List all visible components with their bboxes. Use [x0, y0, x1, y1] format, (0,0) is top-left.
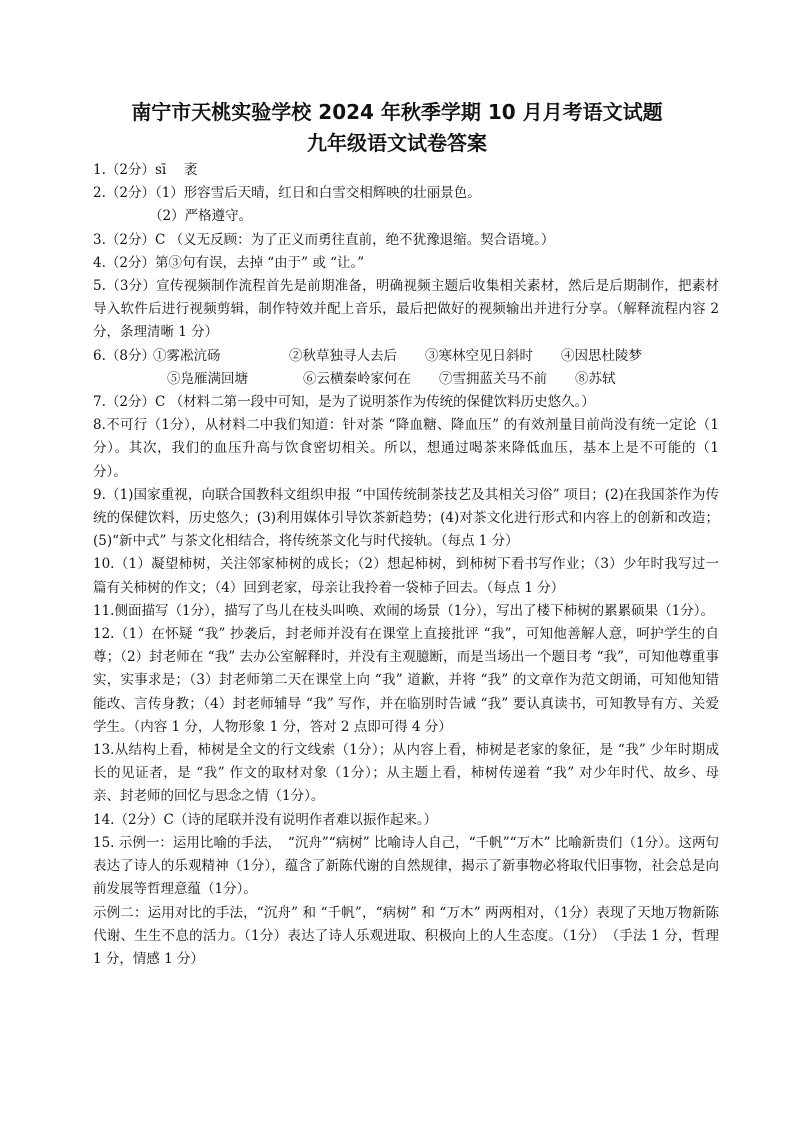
answer-q5: 5.（3分）宣传视频制作流程首先是前期准备，明确视频主题后收集相关素材，然后是后期制作，把素材导入软件后进行视频剪辑，制作特效并配上音乐，最后把做好的视频输出并进行分享。（解释流程内容 2 分，条理清晰 1 分） — [93, 278, 719, 341]
poem-line-item: ②秋草独寻人去后 — [289, 347, 397, 364]
poem-line-item: ⑦雪拥蓝关马不前 — [439, 370, 547, 387]
answer-q15-example2: 示例二：运用对比的手法，“沉舟” 和 “千帆”，“病树” 和 “万木” 两两相对，（1分）表现了天地万物新陈代谢、生生不息的活力。（1分）表达了诗人乐观进取、积极向上的人生态度。（1分） （手法 1 分，哲理 1 分，情感 1 分） — [93, 904, 719, 967]
answer-list — [93, 159, 719, 971]
answer-q7: 7.（2分）C （材料二第一段中可知，是为了说明茶作为传统的保健饮料历史悠久。） — [93, 394, 595, 411]
answer-q6 — [93, 345, 719, 391]
poem-line-item: ⑤凫雁满回塘 — [167, 370, 248, 387]
answer-q1: 1.（2分）sī 袤 — [93, 162, 198, 178]
poem-line-item: ①雾凇沆砀 — [153, 347, 221, 364]
answer-q12: 12.（1）在怀疑 “我” 抄袭后，封老师并没有在课堂上直接批评 “我”，可知他善解人意，呵护学生的自尊；（2）封老师在 “我” 去办公室解释时，并没有主观臆断，而是当场出一个题目考 “我”，可知他尊重事实，实事求是；（3）封老师第二天在课堂上向 “我” 道歉，并将 “我” 的文章作为范文朗诵，可知他知错能改、言传身教；（4）封老师辅导 “我” 写作，并在临别时告诫 “我” 要认真读书，可知教导有方、关爱学生。（内容 1 分，人物形象 1 分，答对 2 点即可得 4 分） — [93, 626, 719, 735]
exam-title: 南宁市天桃实验学校 2024 年秋季学期 10 月月考语文试题 — [131, 100, 663, 124]
answer-q3: 3.（2分）C （义无反顾：为了正义而勇往直前，绝不犹豫退缩。契合语境。） — [93, 231, 555, 248]
poem-line-item: ③寒林空见日斜时 — [425, 347, 533, 364]
answer-q14: 14.（2分）C（诗的尾联并没有说明作者难以振作起来。） — [93, 811, 438, 828]
answer-q2-part1: 2.（2分）（1）形容雪后天晴，红日和白雪交相辉映的壮丽景色。 — [93, 185, 481, 202]
answer-q2-part2: （2）严格遵守。 — [149, 208, 253, 225]
answer-q15-example1: 15. 示例一：运用比喻的手法， “沉舟”“病树” 比喻诗人自己，“千帆”“万木” 比喻新贵们（1分）。这两句表达了诗人的乐观精神（1分），蕴含了新陈代谢的自然规律，揭示了新事物必将取代旧事物，社会总是向前发展等哲理意蕴（1分）。 — [93, 834, 719, 898]
poem-line-item: ⑥云横秦岭家何在 — [303, 370, 411, 387]
answer-q10: 10.（1）凝望柿树，关注邻家柿树的成长；（2）想起柿树，到柿树下看书写作业；（3）少年时我写过一篇有关柿树的作文；（4）回到老家，母亲让我拎着一袋柿子回去。（每点 1 分） — [93, 556, 719, 596]
answer-q11: 11.侧面描写（1分），描写了鸟儿在枝头叫唤、欢闹的场景（1分），写出了楼下柿树的累累硕果（1分）。 — [93, 602, 714, 619]
answer-q13: 13.从结构上看，柿树是全文的行文线索（1分）；从内容上看，柿树是老家的象征，是 “我” 少年时期成长的见证者，是 “我” 作文的取材对象（1分）；从主题上看，柿树传递着 “我” 对少年时代、故乡、母亲、封老师的回忆与思念之情（1分）。 — [93, 742, 719, 805]
poem-line-item: ⑧苏轼 — [575, 370, 616, 387]
answer-sheet-subtitle: 九年级语文试卷答案 — [307, 131, 487, 155]
answer-q9: 9.（1)国家重视，向联合国教科文组织申报 “中国传统制茶技艺及其相关习俗” 项目；(2)在我国茶作为传统的保健饮料，历史悠久；(3)利用媒体引导饮茶新趋势；(4)对茶文化进行形式和内容上的创新和改造；(5)“新中式” 与茶文化相结合，将传统茶文化与时代接轨。（每点 1 分） — [93, 486, 719, 550]
answer-q8: 8.不可行（1分），从材料二中我们知道：针对茶 “降血糖、降血压” 的有效剂量目前尚没有统一定论（1分）。其次，我们的血压升高与饮食密切相关。所以，想通过喝茶来降低血压，基本上是不可能的（1分）。 — [93, 417, 719, 480]
answer-q6-row2 — [93, 368, 719, 391]
answer-q6-label: 6.（8分） — [93, 347, 155, 364]
answer-q6-row1 — [93, 345, 719, 368]
poem-line-item: ④因思杜陵梦 — [561, 347, 642, 364]
answer-q4: 4.（2分）第③句有误，去掉 “由于” 或 “让。” — [93, 254, 365, 271]
